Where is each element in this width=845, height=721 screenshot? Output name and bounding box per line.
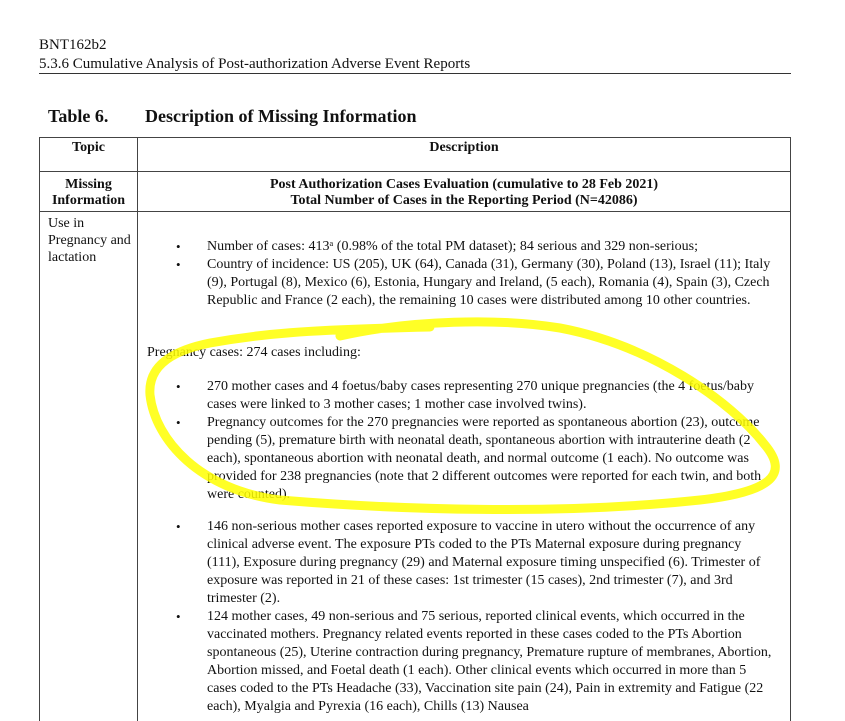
table-caption-number: Table 6. — [48, 106, 109, 126]
list-item: • Country of incidence: US (205), UK (64), Canada (31), Germany (30), Poland (13), Israel (11); Italy (9), Portugal (8), Mexico (6), Estonia, Hungary and Ireland, (5 each), Romania (4), Spain (3), Czech Republic and France (2 each), the remaining 10 cases were distributed among 10 other countries. — [176, 256, 776, 310]
list-item: • Number of cases: 413ᵃ (0.98% of the total PM dataset); 84 serious and 329 non-serious; — [176, 238, 776, 256]
evaluation-title: Post Authorization Cases Evaluation (cumulative to 28 Feb 2021) — [269, 177, 659, 192]
pregnancy-cases-line: Pregnancy cases: 274 cases including: — [147, 345, 361, 360]
column-header-description: Description — [429, 140, 499, 155]
row-label-line2: Information — [51, 193, 126, 208]
column-header-topic: Topic — [72, 140, 105, 155]
list-item: • 124 mother cases, 49 non-serious and 75 serious, reported clinical events, which occurred in the vaccinated mothers. Pregnancy related events reported in these cases coded to the PTs Abortion spontaneous (25), Uterine contraction during pregnancy, Premature rupture of membranes, Abortion, Abortion missed, and Foetal death (1 each). Other clinical events which occurred in more than 5 cases coded to the PTs Headache (33), Vaccination site pain (24), Pain in extremity and Fatigue (22 each), Myalgia and Pyrexia (16 each), Chills (13) Nausea — [176, 608, 776, 716]
section-title: 5.3.6 Cumulative Analysis of Post-authorization Adverse Event Reports — [39, 56, 471, 72]
total-cases-title: Total Number of Cases in the Reporting Period (N=42086) — [290, 193, 638, 208]
header-rule — [39, 73, 791, 74]
document-id: BNT162b2 — [39, 37, 107, 53]
topic-cell: Use in Pregnancy and lactation — [48, 216, 131, 265]
table-caption-title: Description of Missing Information — [145, 106, 417, 126]
row-label-line1: Missing — [65, 177, 112, 192]
list-item: • 270 mother cases and 4 foetus/baby cases representing 270 unique pregnancies (the 4 foetus/baby cases were linked to 3 mother cases; 1 mother case involved twins). — [176, 378, 776, 414]
pregnancy-outcome-list — [176, 378, 776, 504]
list-item: • 146 non-serious mother cases reported exposure to vaccine in utero without the occurrence of any clinical adverse event. The exposure PTs coded to the PTs Maternal exposure during pregnancy (111), Exposure during pregnancy (29) and Maternal exposure timing unspecified (6). Trimester of exposure was reported in 21 of these cases: 1st trimester (15 cases), 2nd trimester (7), and 3rd trimester (2). — [176, 518, 776, 608]
case-summary-list — [176, 238, 776, 310]
list-item: • Pregnancy outcomes for the 270 pregnancies were reported as spontaneous abortion (23), outcome pending (5), premature birth with neonatal death, spontaneous abortion with intrauterine death (2 each), spontaneous abortion with neonatal death, and normal outcome (1 each). No outcome was provided for 238 pregnancies (note that 2 different outcomes were reported for each twin, and both were counted). — [176, 414, 776, 504]
mother-cases-list — [176, 518, 776, 716]
